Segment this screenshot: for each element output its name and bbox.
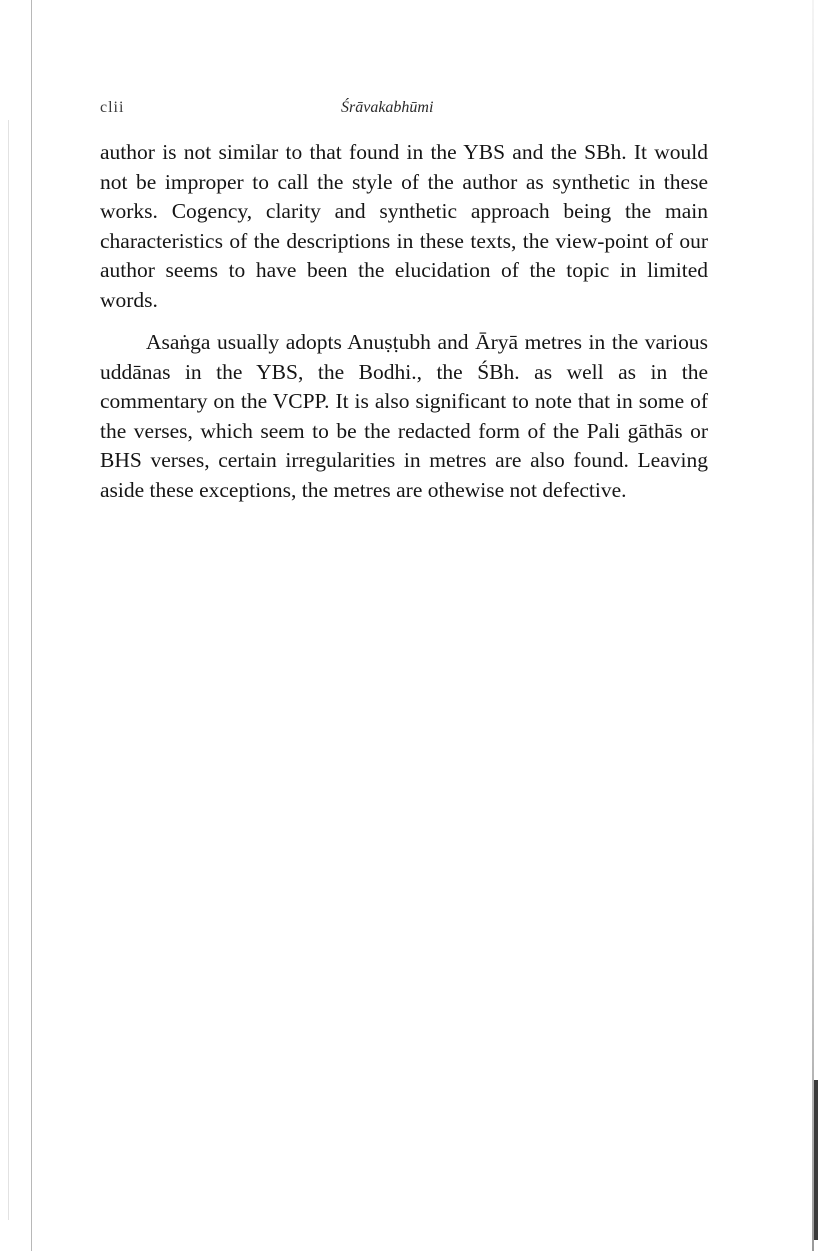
page-right-binding-shadow <box>814 1080 818 1240</box>
page-number: clii <box>100 99 125 116</box>
paragraph-2: Asaṅga usually adopts Anuṣṭubh and Āryā metres in the various uddānas in the YBS, the Bodhi., the ŚBh. as well as in the commentary on the VCPP. It is also significant to note that in some of the verses, which seem to be the redacted form of the Pali gāthās or BHS verses, certain irregularities in metres are also found. Leaving aside these exceptions, the metres are othewise not defective. <box>100 330 708 502</box>
page-header <box>100 99 708 121</box>
running-title: Śrāvakabhūmi <box>341 99 434 116</box>
body-text <box>100 138 708 505</box>
page-left-edge <box>31 0 32 1251</box>
page-left-shadow <box>8 120 9 1220</box>
page-right-edge <box>812 0 814 1251</box>
paragraph-1: author is not similar to that found in the YBS and the SBh. It would not be improper to call the style of the author as synthetic in these works. Cogency, clarity and synthetic approach being the main characteristics of the descriptions in these texts, the view-point of our author seems to have been the elucidation of the topic in limited words. <box>100 140 708 312</box>
